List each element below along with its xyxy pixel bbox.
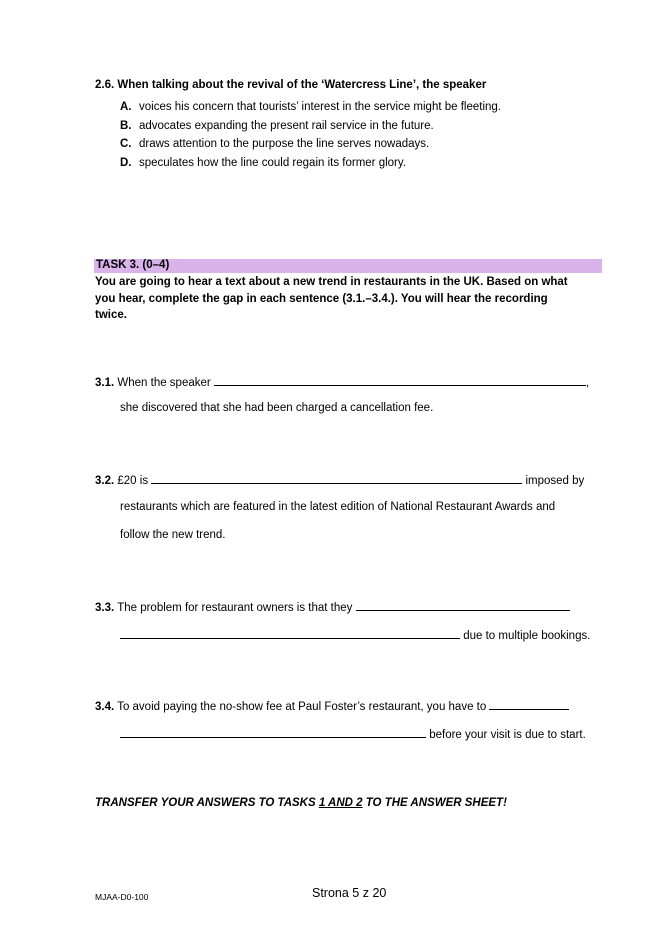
transfer-instruction bbox=[95, 797, 507, 809]
question-text: When the speaker bbox=[117, 377, 211, 389]
option-letter: D. bbox=[120, 157, 132, 169]
footer-exam-code: MJAA-D0-100 bbox=[95, 892, 149, 902]
question-text: To avoid paying the no-show fee at Paul Foster’s restaurant, you have to bbox=[117, 701, 487, 713]
answer-gap[interactable] bbox=[489, 698, 569, 710]
question-3-1-line-2: she discovered that she had been charged a cancellation fee. bbox=[120, 402, 434, 414]
question-number: 3.1. bbox=[95, 377, 115, 389]
footer-page-number: Strona 5 z 20 bbox=[312, 886, 387, 900]
transfer-tasks-underlined: 1 AND 2 bbox=[318, 797, 363, 809]
task-3-header-bar bbox=[94, 259, 602, 273]
task-3-instruction-line-2: you hear, complete the gap in each sentence (3.1.–3.4.). You will hear the recording bbox=[95, 293, 548, 305]
question-text: £20 is bbox=[117, 475, 149, 487]
answer-gap[interactable] bbox=[214, 374, 586, 386]
option-letter: C. bbox=[120, 138, 132, 150]
question-text: The problem for restaurant owners is that they bbox=[117, 602, 353, 614]
answer-gap-continued[interactable] bbox=[120, 627, 460, 639]
task-3-instruction-line-3: twice. bbox=[95, 309, 127, 321]
question-3-3 bbox=[95, 599, 570, 614]
question-text: due to multiple bookings. bbox=[463, 630, 591, 642]
option-text: advocates expanding the present rail service in the future. bbox=[139, 120, 434, 132]
option-text: voices his concern that tourists’ interest in the service might be fleeting. bbox=[139, 101, 501, 113]
task-3-header: TASK 3. (0–4) bbox=[96, 259, 170, 271]
answer-gap[interactable] bbox=[151, 472, 522, 484]
question-3-1 bbox=[95, 374, 589, 389]
task-3-instruction-line-1: You are going to hear a text about a new trend in restaurants in the UK. Based on what bbox=[95, 276, 568, 288]
question-number: 3.2. bbox=[95, 475, 115, 487]
option-letter: B. bbox=[120, 120, 132, 132]
question-3-2-line-2: restaurants which are featured in the latest edition of National Restaurant Awards and bbox=[120, 501, 556, 513]
answer-gap[interactable] bbox=[356, 599, 570, 611]
question-number: 3.3. bbox=[95, 602, 115, 614]
question-text: before your visit is due to start. bbox=[429, 729, 586, 741]
question-number: 3.4. bbox=[95, 701, 115, 713]
question-text: imposed by bbox=[525, 475, 585, 487]
question-2-6-title: 2.6. When talking about the revival of the ‘Watercress Line’, the speaker bbox=[95, 79, 487, 91]
transfer-text: TRANSFER YOUR ANSWERS TO TASKS bbox=[95, 797, 319, 809]
option-text: speculates how the line could regain its former glory. bbox=[139, 157, 406, 169]
option-letter: A. bbox=[120, 101, 132, 113]
question-3-2-line-3: follow the new trend. bbox=[120, 529, 226, 541]
option-a bbox=[120, 101, 501, 113]
question-3-4-line-2 bbox=[120, 726, 586, 741]
question-text: , bbox=[585, 377, 590, 389]
option-d bbox=[120, 157, 406, 169]
answer-gap-continued[interactable] bbox=[120, 726, 426, 738]
option-c bbox=[120, 138, 429, 150]
question-3-4 bbox=[95, 698, 569, 713]
option-text: draws attention to the purpose the line serves nowadays. bbox=[139, 138, 430, 150]
option-b bbox=[120, 120, 434, 132]
transfer-text: TO THE ANSWER SHEET! bbox=[362, 797, 507, 809]
question-3-3-line-2 bbox=[120, 627, 590, 642]
question-3-2 bbox=[95, 472, 584, 487]
